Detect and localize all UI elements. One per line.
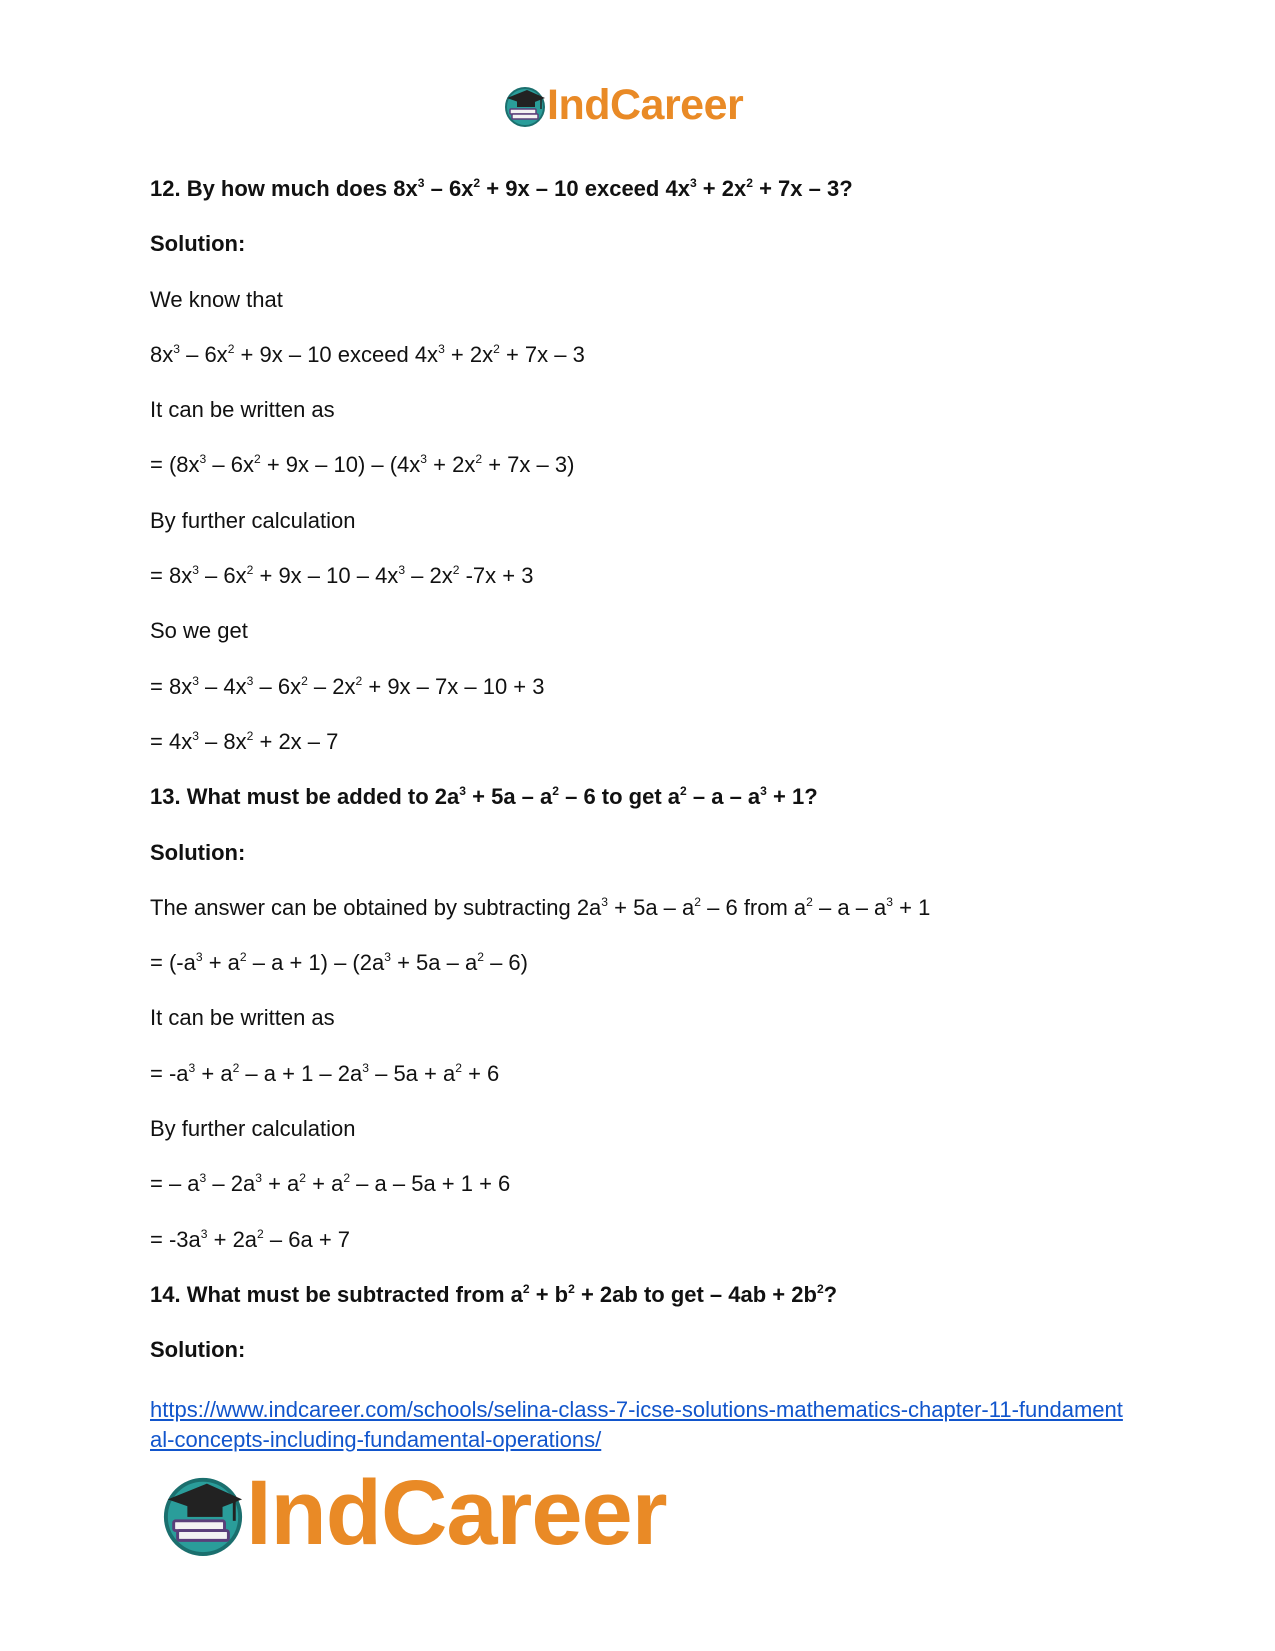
question-heading: 13. What must be added to $2a^3 + 5a - a^2 - 6$ to get $a^2 - a - a^3 + 1$? [150, 784, 818, 810]
text-line: = $8x^3 - 6x^2 + 9x - 10 - 4x^3 - 2x^2$ -7x + 3 [150, 563, 534, 589]
header-logo [503, 80, 743, 130]
source-link[interactable]: https://www.indcareer.com/schools/selina-class-7-icse-solutions-mathematics-chapter-11-fundamental-concepts-including-fundamental-operations/ [150, 1396, 1123, 1452]
question-heading: Solution: [150, 839, 246, 865]
question-heading: Solution: [150, 1337, 246, 1363]
text-line: So we get [150, 618, 248, 644]
text-line: It can be written as [150, 397, 335, 423]
text-line: $8x^3 - 6x^2 + 9x - 10$ exceed $4x^3 + 2x^2 + 7x - 3$ [150, 341, 585, 367]
brand-name: IndCareer [547, 80, 744, 129]
document-body [150, 174, 1150, 1455]
text-line: = $4x^3 - 8x^2 + 2x - 7$ [150, 728, 339, 754]
question-heading: 14. What must be subtracted from $a^2 + b^2 + 2ab$ to get – $4ab + 2b^2$? [150, 1281, 838, 1307]
footer-logo [160, 1462, 667, 1564]
question-heading: Solution: [150, 231, 246, 257]
text-line: = $-a^3 + a^2 - a + 1 - 2a^3 - 5a + a^2 + 6$ [150, 1060, 500, 1086]
text-line: We know that [150, 286, 283, 312]
text-line: = $8x^3 - 4x^3 - 6x^2 - 2x^2 + 9x - 7x - 10 + 3$ [150, 673, 545, 699]
text-line: It can be written as [150, 1005, 335, 1031]
text-line: By further calculation [150, 507, 356, 533]
graduation-cap-books-icon [160, 1470, 246, 1556]
text-line: = $-3a^3 + 2a^2 - 6a + 7$ [150, 1226, 351, 1252]
text-line: The answer can be obtained by subtracting $2a^3 + 5a - a^2 - 6$ from $a^2 - a - a^3 + 1$ [150, 894, 931, 920]
graduation-cap-books-icon [503, 83, 547, 127]
text-line: = $(-a^3 + a^2 - a + 1) - (2a^3 + 5a - a^2 - 6)$ [150, 950, 528, 976]
text-line: By further calculation [150, 1116, 356, 1142]
brand-name-footer: IndCareer [246, 1462, 667, 1564]
question-heading: 12. By how much does $8x^3 - 6x^2 + 9x - 10$ exceed $4x^3 + 2x^2 + 7x - 3$? [150, 175, 853, 201]
text-line: = $(8x^3 - 6x^2 + 9x - 10) - (4x^3 + 2x^2 + 7x - 3)$ [150, 452, 575, 478]
text-line: = – $a^3 - 2a^3 + a^2 + a^2 - a - 5a + 1 + 6$ [150, 1171, 511, 1197]
